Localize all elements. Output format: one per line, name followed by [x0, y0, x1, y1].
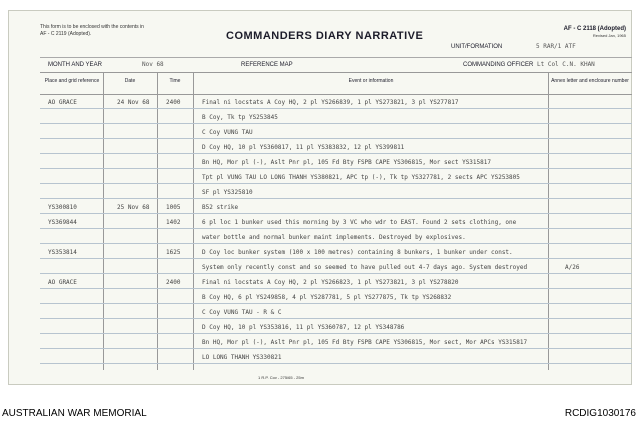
row-rule [40, 243, 632, 244]
unit-value: 5 RAR/1 ATF [536, 43, 576, 50]
cell-time: 1402 [166, 219, 181, 226]
cell-place: YS300810 [48, 204, 77, 211]
row-rule [40, 258, 632, 259]
column-header-event: Event or information [348, 78, 394, 84]
cell-event: C Coy VUNG TAU - R & C [202, 309, 282, 316]
row-rule [40, 153, 632, 154]
cell-place: YS369844 [48, 219, 77, 226]
record-id-caption: RCDIG1030176 [564, 408, 636, 419]
cell-event: System only recently const and so seemed to have pulled out 4-7 days ago. System destroyed [202, 264, 528, 271]
row-rule [40, 183, 632, 184]
cell-event: D Coy HQ, 10 pl YS353816, 11 pl YS360787, 12 pl YS348786 [202, 324, 405, 331]
commanding-officer-value: Lt Col C.N. KHAN [537, 61, 595, 68]
column-header-date: Date [124, 78, 136, 84]
column-header-annex: Annex letter and enclosure number [551, 78, 629, 84]
cell-event: D Coy loc bunker system (100 x 100 metres) containing 8 bunkers, 1 bunker under const. [202, 249, 513, 256]
cell-place: YS353814 [48, 249, 77, 256]
column-divider [103, 72, 104, 370]
header-divider [40, 57, 632, 58]
row-rule [40, 348, 632, 349]
month-label: MONTH AND YEAR [48, 62, 102, 68]
row-rule [40, 273, 632, 274]
cell-event: Final ni locstats A Coy HQ, 2 pl YS266823, 1 pl YS273821, 3 pl YS278820 [202, 279, 459, 286]
cell-event: water bottle and normal bunker maint implements. Destroyed by explosives. [202, 234, 466, 241]
reference-map-label: REFERENCE MAP [241, 62, 293, 68]
cell-event: Tpt pl VUNG TAU LO LONG THANH YS380821, APC tp (-), Tk tp YS327781, 2 sects APC YS253805 [202, 174, 520, 181]
cell-event: LO LONG THANH YS330821 [202, 354, 282, 361]
column-header-time: Time [169, 78, 181, 84]
row-rule [40, 333, 632, 334]
cell-event: Final ni locstats A Coy HQ, 2 pl YS266839, 1 pl YS273821, 3 pl YS277817 [202, 99, 459, 106]
cell-time: 2400 [166, 279, 181, 286]
row-rule [40, 138, 632, 139]
cell-place: AO GRACE [48, 279, 77, 286]
row-rule [40, 168, 632, 169]
cell-event: B Coy HQ, 6 pl YS249858, 4 pl YS287781, 5 pl YS277875, Tk tp YS268832 [202, 294, 452, 301]
header-rule [40, 94, 632, 95]
page-title: COMMANDERS DIARY NARRATIVE [226, 30, 424, 42]
row-rule [40, 363, 632, 364]
column-divider [193, 72, 194, 370]
column-divider [548, 72, 549, 370]
row-rule [40, 213, 632, 214]
cell-event: B52 strike [202, 204, 239, 211]
cell-event: B Coy, Tk tp YS253845 [202, 114, 278, 121]
row-rule [40, 123, 632, 124]
form-number: AF - C 2118 (Adopted) [563, 26, 626, 32]
cell-time: 1005 [166, 204, 181, 211]
cell-event: D Coy HQ, 10 pl YS360817, 11 pl YS383832, 12 pl YS399811 [202, 144, 405, 151]
row-rule [40, 318, 632, 319]
cell-annex: A/26 [565, 264, 580, 271]
cell-event: Bn HQ, Mor pl (-), Aslt Pnr pl, 105 Fd Bty FSPB CAPE YS306815, Mor sect YS315817 [202, 159, 491, 166]
cell-date: 25 Nov 68 [117, 204, 150, 211]
column-header-place: Place and grid reference [44, 78, 100, 84]
row-rule [40, 198, 632, 199]
row-rule [40, 288, 632, 289]
commanding-officer-label: COMMANDING OFFICER [463, 62, 534, 68]
month-value: Nov 68 [142, 61, 164, 68]
unit-label: UNIT/FORMATION [451, 44, 503, 50]
row-rule [40, 108, 632, 109]
revised-date: Revised Jan, 1965 [592, 33, 626, 38]
archive-caption: AUSTRALIAN WAR MEMORIAL [2, 408, 147, 419]
cell-event: C Coy VUNG TAU [202, 129, 253, 136]
cell-event: SF pl YS325810 [202, 189, 253, 196]
cell-place: AO GRACE [48, 99, 77, 106]
cell-event: Bn HQ, Mor pl (-), Aslt Pnr pl, 105 Fd Bty FSPB CAPE YS306815, Mor sect, Mor APCs YS315817 [202, 339, 528, 346]
cell-event: 6 pl loc 1 bunker used this morning by 3 VC who wdr to EAST. Found 2 sets clothing, one [202, 219, 517, 226]
print-footer: 1 R.P. Cov - 275/65 - 25m [258, 375, 304, 380]
cell-time: 2400 [166, 99, 181, 106]
row-rule [40, 303, 632, 304]
form-notice: This form is to be enclosed with the contents in AF - C 2119 (Adopted). [40, 24, 144, 37]
cell-time: 1625 [166, 249, 181, 256]
column-divider [157, 72, 158, 370]
row-rule [40, 228, 632, 229]
cell-date: 24 Nov 68 [117, 99, 150, 106]
